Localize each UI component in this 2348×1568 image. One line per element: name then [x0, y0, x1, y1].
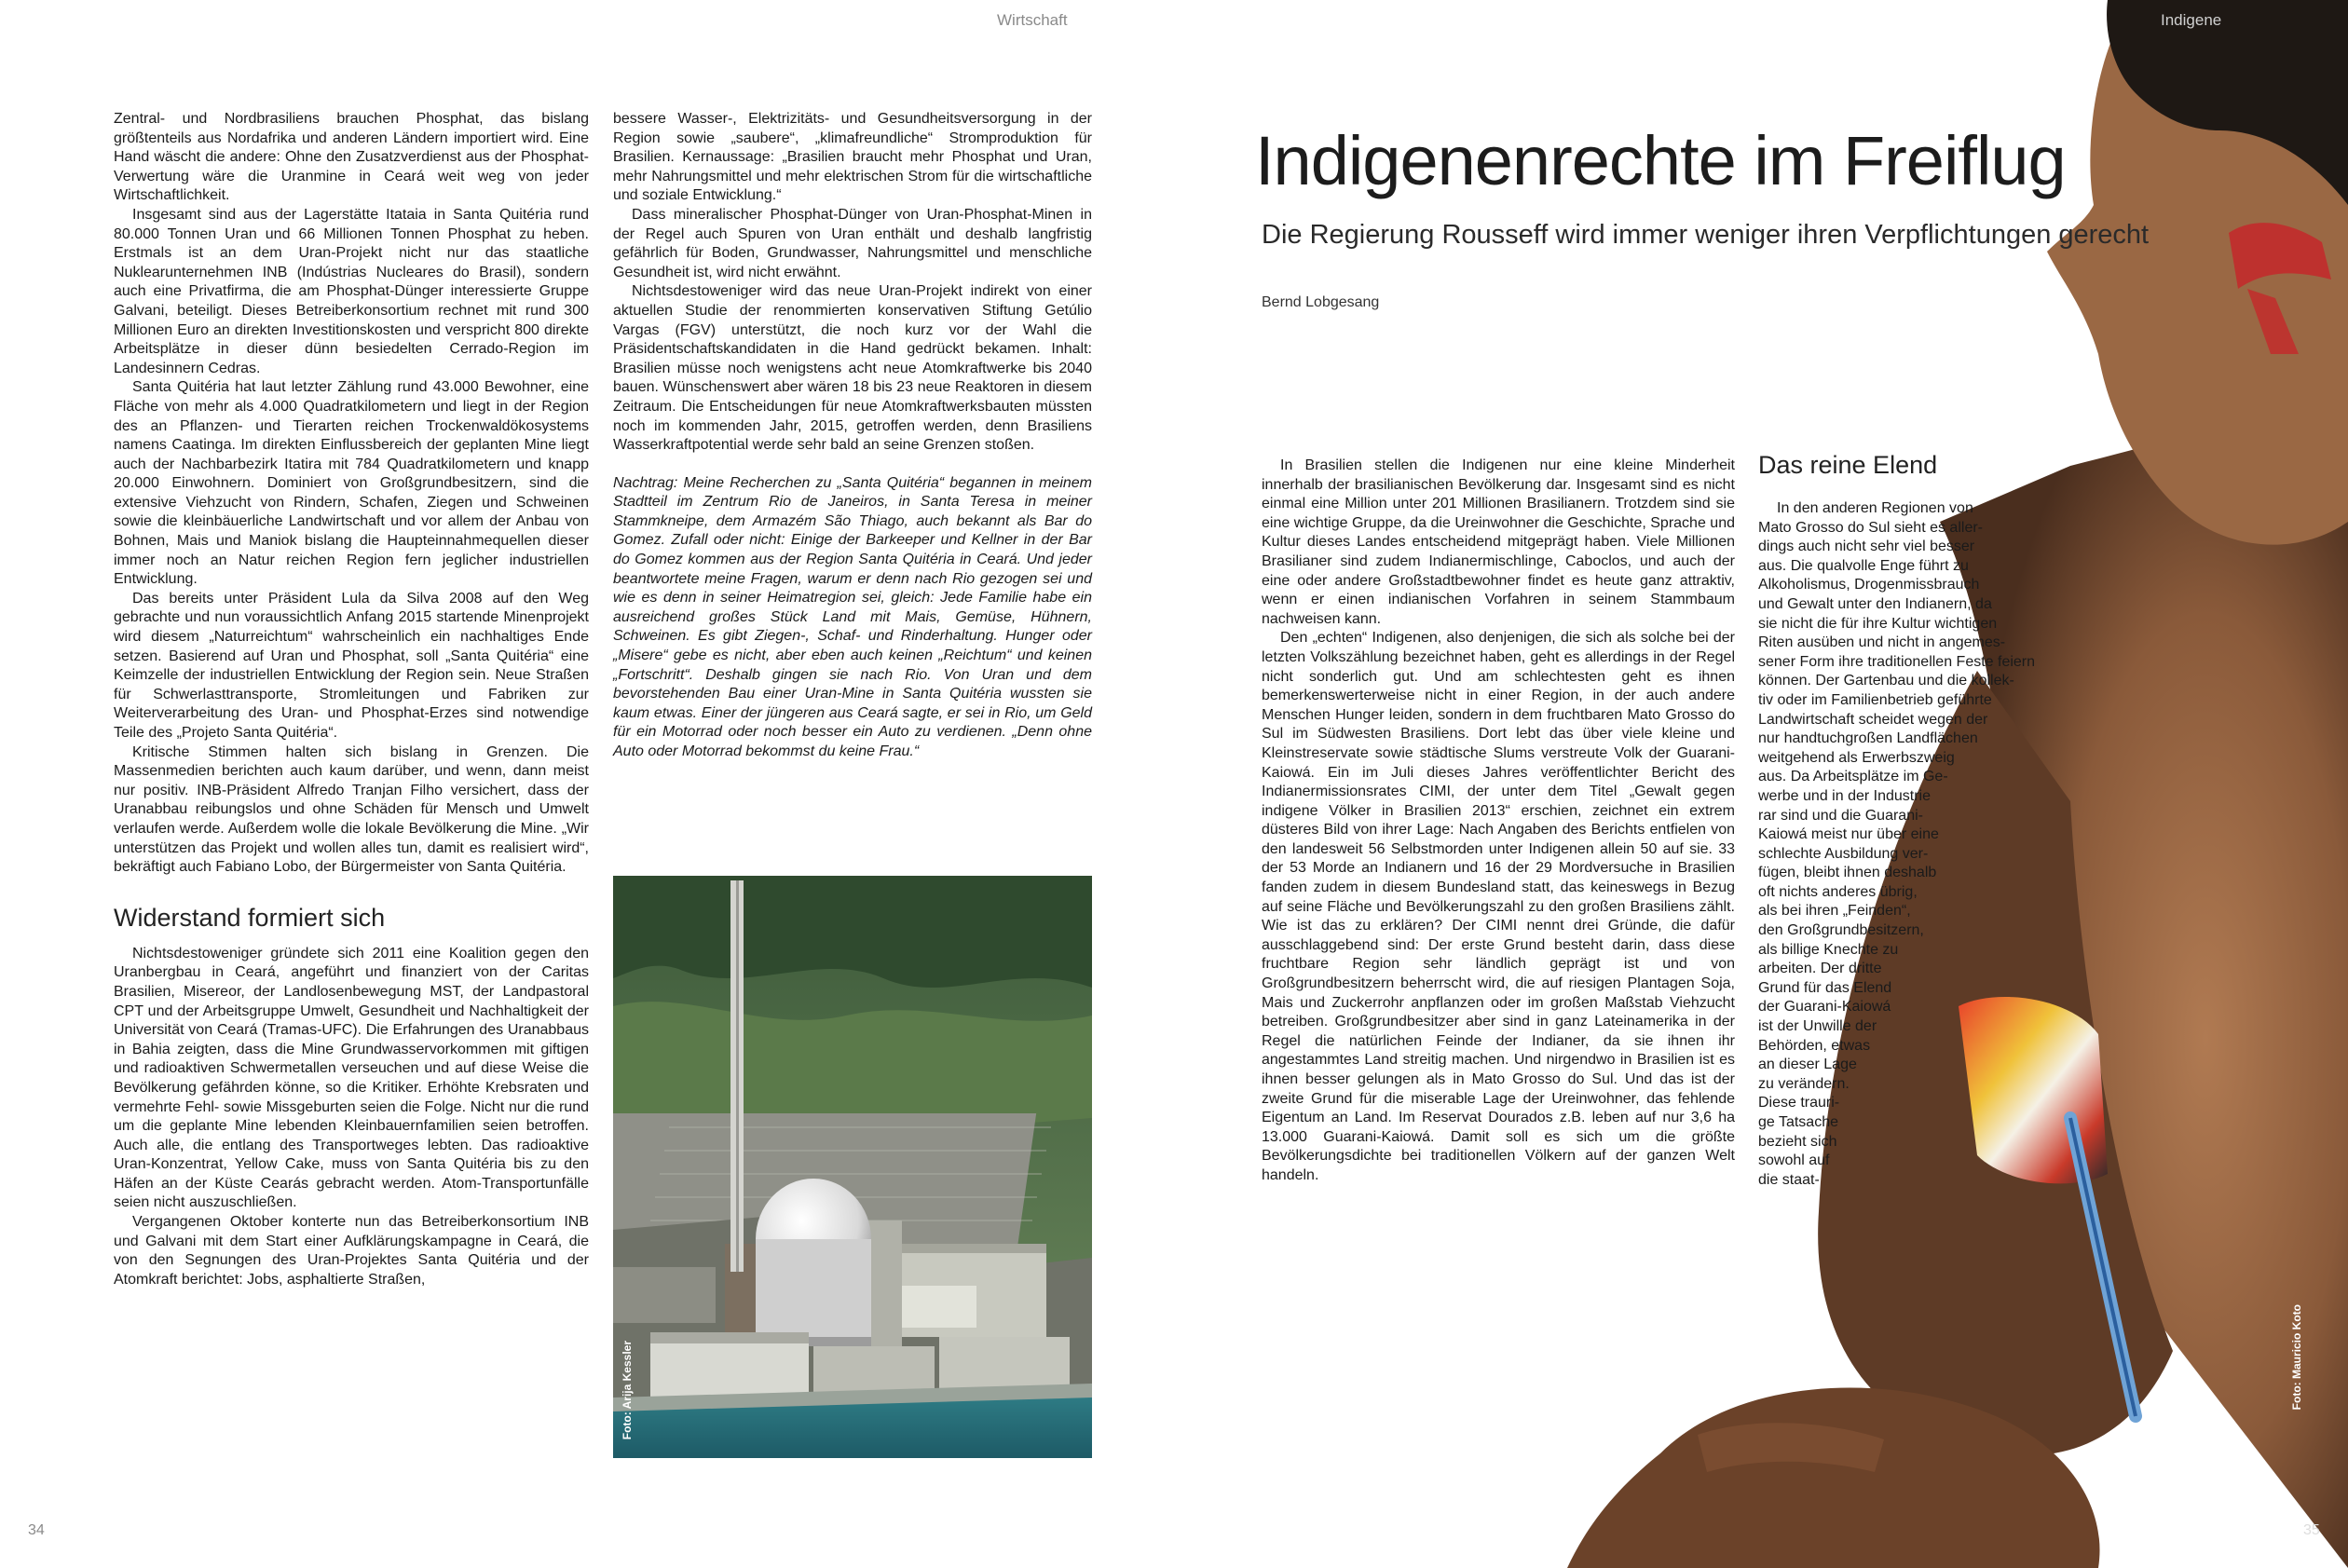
paragraph-line: zu verändern. [1758, 1075, 1850, 1092]
paragraph: Vergangenen Oktober konterte nun das Betreiberkonsortium INB und Galvani mit dem Start einer Aufklärungskampagne in Ceará, die von den Segnungen des Uran-Projektes Santa Quitéria und der Atomkraft berichtet: Jobs, asphaltierte Straßen, [114, 1214, 589, 1288]
paragraph-line: nur handtuchgroßen Landflächen [1758, 730, 1978, 747]
paragraph-line: aus. Die qualvolle Enge führt zu [1758, 557, 1969, 574]
paragraph-line: als billige Knechte zu [1758, 941, 1899, 958]
postscript-paragraph: Nachtrag: Meine Recherchen zu „Santa Quitéria“ begannen in meinem Stadtteil im Zentrum Rio de Janeiros, in Santa Teresa in meiner Stammkneipe, dem Armazém São Thiago, auch bekannt als Bar do Gomez. Zufall oder nicht: Einige der Barkeeper und Kellner in der Bar do Gomez kommen aus der Region Santa Quitéria in Ceará. Und jeder beantwortete meine Fragen, warum er denn nach Rio gezogen sei und wie es denn in seiner Heimatregion sei, gleich: Jede Familie habe ein ausreichend großes Stück Land mit Mais, Gemüse, Hühnern, Schweinen. Es gibt Ziegen-, Schaf- und Rinderhaltung. Hunger oder „Misere“ gebe es nicht, aber eben auch keinen „Reichtum“ und keinen „Fortschritt“. Deshalb gingen sie nach Rio. Von Uran und dem bevorstehenden Bau einer Uran-Mine in Santa Quitéria wussten sie kaum etwas. Einer der jüngeren aus Ceará sagte, er sei in Rio, um Geld für ein Motorrad oder noch besser ein Auto zu verdienen. „Denn ohne Auto oder Motorrad bekommst du keine Frau.“ [613, 474, 1092, 759]
paragraph-line: rar sind und die Guarani- [1758, 807, 1923, 824]
author-byline: Bernd Lobgesang [1262, 294, 1380, 310]
photo-credit: Foto: Arija Kessler [621, 1340, 634, 1439]
paragraph-line: weitgehend als Erwerbszweig [1758, 749, 1955, 766]
paragraph: Den „echten“ Indigenen, also denjenigen, die sich als solche bei der letzten Volkszählung bezeichnet haben, geht es allerdings in der Regel nicht sonderlich gut. Und am schlechtesten geht es ihnen bemerkenswerterweise nicht in einer Region, in der auch andere Menschen Hunger leiden, sondern in dem fruchtbaren Mato Grosso do Sul im Südwesten Brasiliens. Dort lebt das über viele kleine und Kleinstreservate sowie städtische Slums verstreute Volk der Guarani-Kaiowá. Ein im Juli dieses Jahres veröffentlichter Bericht des Indianermissionsrates CIMI, der unter dem Titel „Gewalt gegen indigene Völker in Brasilien 2013“ erschien, zeichnet ein extrem düsteres Bild von ihrer Lage: Nach Angaben des Berichts entfielen von den landesweit 56 Selbstmorden unter Indigenen allein 50 auf sie. 33 der 53 Morde an Indianern und 16 der 29 Mordversuche in Brasilien fanden zudem in diesem Bundesland statt, das keineswegs in Bezug auf seine Fläche und Bevölkerungszahl zu den großen Brasiliens zählt. Wie ist das zu erklären? Der CIMI nennt drei Gründe, die dafür ausschlaggebend sind: Der erste Grund besteht darin, dass diese fruchtbare Region sehr ländlich geprägt ist und von Großgrundbesitzern beherrscht wird, die auf riesigen Plantagen Soja, Mais und Zuckerrohr anpflanzen oder im großen Maßstab Viehzucht betreiben. Großgrundbesitzer aber sind in ganz Lateinamerika in der Regel die natürlichen Feinde der Indianer, da sie ihnen ihr angestammtes Land streitig machen. Und nirgendwo in Brasilien ist es ihnen besser gelungen als in Mato Grosso do Sul. Und das ist der zweite Grund für die miserable Lage der Ureinwohner, das fehlende Eigentum an Land. Im Reservat Dourados z.B. leben auf nur 3,6 ha 13.000 Guarani-Kaiowá. Damit soll es sich um die größte Bevölkerungsdichte bei traditionellen Völkern auf der ganzen Welt handeln. [1262, 630, 1735, 1183]
nuclear-plant-photo [613, 876, 1092, 1458]
article-subtitle: Die Regierung Rousseff wird immer weniger ihren Verpflichtungen gerecht [1262, 220, 2150, 250]
article-title: Indigenenrechte im Freiflug [1255, 122, 2066, 199]
paragraph-line: schlechte Ausbildung ver- [1758, 845, 1929, 862]
paragraph: Dass mineralischer Phosphat-Dünger von Uran-Phosphat-Minen in der Regel auch Spuren von Uran enthält und deshalb langfristig gefährlich für Boden, Grundwasser, Nahrungsmittel und menschliche Gesundheit ist, wird nicht erwähnt. [613, 206, 1092, 280]
paragraph-line: an dieser Lage [1758, 1057, 1857, 1073]
paragraph: Das bereits unter Präsident Lula da Silva 2008 auf den Weg gebrachte und nun voraussichtlich Anfang 2015 startende Minenprojekt wird diesem „Naturreichtum“ wahrscheinlich ein nachhaltiges Ende setzen. Basierend auf Uran und Phosphat, soll „Santa Quitéria“ eine Keimzelle der industriellen Entwicklung der Region sein. Neue Straßen für Schwerlasttransporte, Stromleitungen und Fabriken zur Weiterverarbeitung des Uran- und Phosphat-Erzes sind notwendige Teile des „Projeto Santa Quitéria“. [114, 590, 589, 741]
paragraph-line: Grund für das Elend [1758, 979, 1892, 996]
paragraph-line: oft nichts anderes übrig, [1758, 883, 1918, 900]
paragraph: In Brasilien stellen die Indigenen nur eine kleine Minderheit innerhalb der brasilianischen Bevölkerung dar. Insgesamt sind es nicht einmal eine Million unter 201 Millionen Brasilianern. Trotzdem sind sie eine wichtige Gruppe, da die Ureinwohner die Geschichte, Sprache und Kultur dieses Landes entscheidend mitgeprägt haben. Viele Millionen Brasilianer sind zudem Indianermischlinge, Caboclos, und auch der eine oder andere Großstadtbewohner findet es heute ganz attraktiv, wenn er einen indianischen Vorfahren in seinem Stammbaum nachweisen kann. [1262, 457, 1735, 627]
paragraph-line: ist der Unwille der [1758, 1018, 1877, 1035]
paragraph-line: sie nicht die für ihre Kultur wichtigen [1758, 615, 1998, 632]
paragraph-line: Mato Grosso do Sul sieht es aller- [1758, 519, 1983, 536]
paragraph-line: Landwirtschaft scheidet wegen der [1758, 711, 1988, 728]
page-number: 35 [2303, 1522, 2320, 1538]
section-heading: Widerstand formiert sich [114, 903, 386, 932]
paragraph-line: In den anderen Regionen von [1777, 500, 1973, 516]
paragraph: bessere Wasser-, Elektrizitäts- und Gesundheitsversorgung in der Region sowie „saubere“, „klimafreundliche“ Stromproduktion für Brasilien. Kernaussage: „Brasilien braucht mehr Phosphat und Uran, mehr Nahrungsmittel und mehr elektrischen Strom für die wirtschaftliche und soziale Entwicklung.“ [613, 111, 1092, 204]
paragraph-line: können. Der Gartenbau und die kollek- [1758, 673, 2014, 689]
section-heading: Das reine Elend [1758, 451, 1938, 479]
paragraph-line: werbe und in der Industrie [1758, 787, 1931, 804]
paragraph-line: als bei ihren „Feinden“, [1758, 903, 1911, 920]
paragraph-line: bezieht sich [1758, 1133, 1837, 1150]
paragraph-line: sener Form ihre traditionellen Feste feiern [1758, 653, 2036, 670]
paragraph: Kritische Stimmen halten sich bislang in Grenzen. Die Massenmedien berichten auch kaum darüber, und wenn, dann meist nur positiv. INB-Präsident Alfredo Tranjan Filho versichert, dass der Uranabbau reibungslos und ohne Schäden für Mensch und Umwelt verlaufen werde. Außerdem wolle die lokale Bevölkerung die Mine. „Wir unterstützen das Projekt und wollen alles tun, damit es realisiert wird“, bekräftigt auch Fabiano Lobo, der Bürgermeister von Santa Quitéria. [114, 743, 589, 876]
paragraph-line: Diese trauri- [1758, 1095, 1840, 1111]
section-label: Wirtschaft [997, 11, 1068, 29]
paragraph-line: Kaiowá meist nur über eine [1758, 826, 1939, 843]
left-column-1 [114, 110, 589, 1289]
right-column-2 [1758, 451, 2094, 1190]
paragraph: Nichtsdestoweniger wird das neue Uran-Projekt indirekt von einer aktuellen Studie der renommierten konservativen Stiftung Getúlio Vargas (FGV) unterstützt, die noch kurz vor der Wahl die Präsidentschaftskandidaten in die Hand gedrückt bekamen. Inhalt: Brasilien müsse noch wenigstens acht neue Atomkraftwerke bis 2040 bauen. Wünschenswert aber wären 18 bis 23 neue Reaktoren in diesem Zeitraum. Die Entscheidungen für neue Atomkraftwerksbauten müssten noch im kommenden Jahr, 2015, getroffen werden, denn Brasiliens Wasserkraftpotential werde sehr bald an seine Grenzen stoßen. [613, 283, 1092, 454]
paragraph: Insgesamt sind aus der Lagerstätte Itataia in Santa Quitéria rund 80.000 Tonnen Uran und 66 Millionen Tonnen Phosphat zu heben. Erstmals ist an dem Uran-Projekt nicht nur das staatliche Nuklearunternehmen INB (Indústrias Nucleares do Brasil), sondern auch eine Privatfirma, die am Phosphat-Dünger interessierte Gruppe Galvani, beteiligt. Dieses Betreiberkonsortium rechnet mit rund 300 Millionen Euro an direkten Investitionskosten und verspricht 800 direkte Arbeitsplätze in dieser dünn besiedelten Cerrado-Region im Landesinnern Cedras. [114, 206, 589, 376]
paragraph-line: tiv oder im Familienbetrieb geführte [1758, 691, 1992, 708]
paragraph-line: dings auch nicht sehr viel besser [1758, 539, 1975, 555]
paragraph-line: Riten ausüben und nicht in angemes- [1758, 634, 2006, 651]
paragraph: Santa Quitéria hat laut letzter Zählung rund 43.000 Bewohner, eine Fläche von mehr als 4.000 Quadratkilometern und liegt in der Region des an Pflanzen- und Tierarten reichen Trockenwaldökosystems namens Caatinga. Im direkten Einflussbereich der geplanten Mine liegt auch der Nachbarbezirk Itatira mit 784 Quadratkilometern und knapp 20.000 Einwohnern. Dominiert von Großgrundbesitzern, sind die extensive Viehzucht von Rindern, Schafen, Ziegen und Schweinen sowie die kleinbäuerliche Landwirtschaft und vor allem der Anbau von Bohnen, Mais und Maniok bislang die Haupteinnahmequellen dieser immer noch an Natur reichen Region fern jeglicher industriellen Entwicklung. [114, 379, 589, 588]
right-column-1 [1262, 457, 1735, 1186]
page-number: 34 [28, 1522, 45, 1538]
paragraph: Zentral- und Nordbrasiliens brauchen Phosphat, das bislang größtenteils aus Nordafrika und anderen Ländern importiert wird. Eine Hand wäscht die andere: Ohne den Zusatzverdienst aus der Phosphat-Verwertung wäre die Uranmine in Ceará weit weg von jeder Wirtschaftlichkeit. [114, 111, 589, 204]
paragraph-line: und Gewalt unter den Indianern, da [1758, 595, 1992, 612]
left-column-2 [613, 110, 1092, 762]
paragraph-line: sowohl auf [1758, 1152, 1830, 1169]
paragraph-line: arbeiten. Der dritte [1758, 961, 1882, 977]
paragraph-line: ge Tatsache [1758, 1114, 1838, 1130]
paragraph-line: aus. Da Arbeitsplätze im Ge- [1758, 769, 1948, 785]
paragraph-line: fügen, bleibt ihnen deshalb [1758, 865, 1937, 881]
paragraph-line: der Guarani-Kaiowá [1758, 999, 1891, 1016]
paragraph-line: den Großgrundbesitzern, [1758, 922, 1924, 939]
photo-credit: Foto: Mauricio Koto [2290, 1304, 2303, 1411]
paragraph-line: die staat- [1758, 1171, 1820, 1188]
paragraph: Nichtsdestoweniger gründete sich 2011 eine Koalition gegen den Uranbergbau in Ceará, angeführt und finanziert von der Caritas Brasilien, Misereor, der Landlosenbewegung MST, der Landpastoral CPT und der Arbeitsgruppe Umwelt, Gesundheit und Nachhaltigkeit der Universität von Ceará (Tramas-UFC). Die Erfahrungen des Uranabbaus in Bahia zeigten, dass die Mine Grundwasservorkommen mit giftigen und radioaktiven Schwermetallen verseuchen und auf diese Weise die Bevölkerung gefährden könne, so die Kritiker. Erhöhte Krebsraten und vermehrte Fehl- sowie Missgeburten seien die Folge. Nicht nur die rund um die geplante Mine lebenden Kleinbauernfamilien seien betroffen. Auch alle, die entlang des Transportweges lebten. Das radioaktive Uran-Konzentrat, Yellow Cake, muss von Santa Quitéria bis zu den Häfen an der Küste Cearás gebracht werden. Atom-Transportunfälle seien nicht auszuschließen. [114, 945, 589, 1211]
section-label: Indigene [2161, 11, 2222, 29]
right-page [1176, 0, 2348, 1568]
paragraph-line: Alkoholismus, Drogenmissbrauch [1758, 577, 1980, 593]
paragraph-line: Behörden, etwas [1758, 1037, 1871, 1054]
